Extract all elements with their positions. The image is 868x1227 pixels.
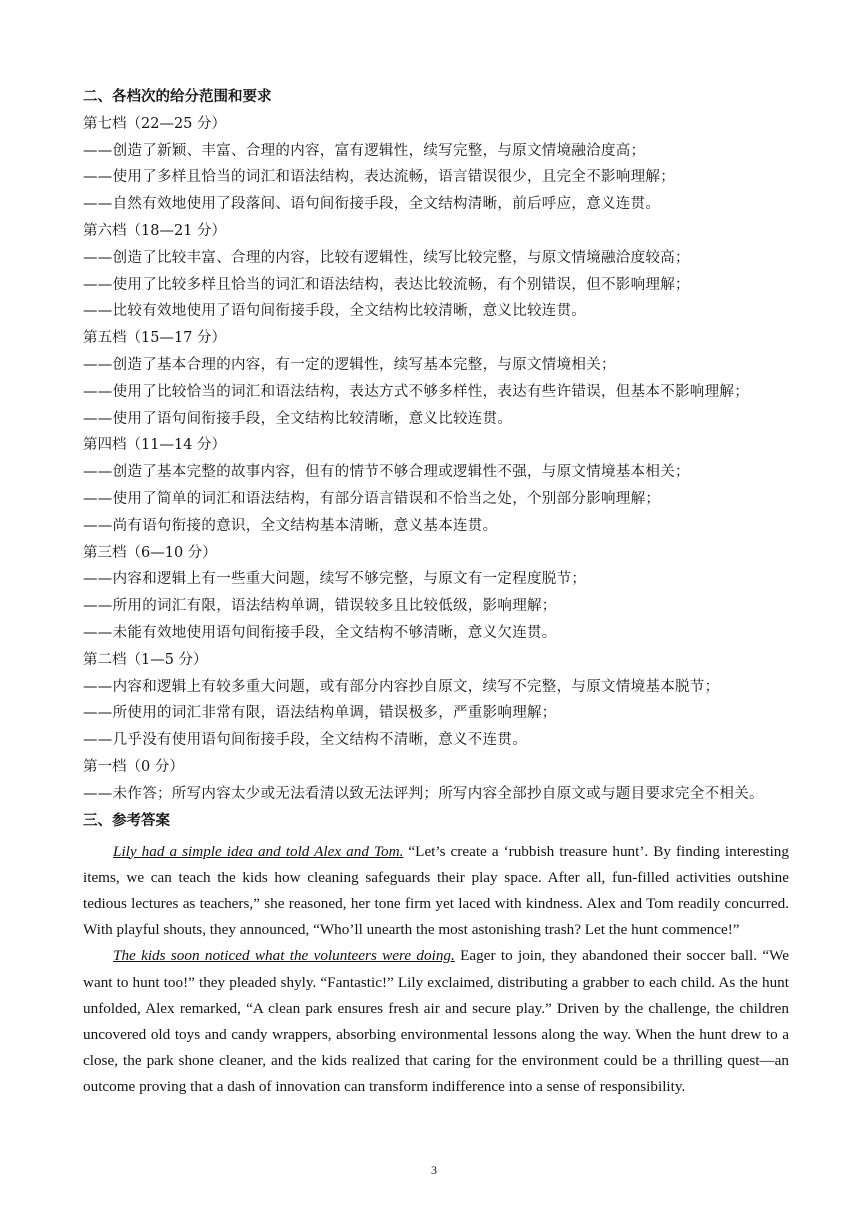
level-title: 第四档（11—14 分） [83,437,227,454]
level-criterion: ——创造了比较丰富、合理的内容，比较有逻辑性，续写比较完整，与原文情境融洽度较高； [83,249,690,266]
level-6 [83,222,789,320]
paragraph-body: “Let’s create a ‘rubbish treasure hunt’. By finding interesting items, we can teach the kids how cleaning safeguards their play space. After all, fun-filled activities outshine tedious lectures as teachers,” she reasoned, her tone firm yet laced with kindness. Alex and Tom readily concurred. With playful shouts, they announced, “Who’ll unearth the most astonishing trash? Let the hunt commence!” [83,842,789,939]
level-7 [83,115,789,213]
level-criterion: ——使用了比较恰当的词汇和语法结构，表达方式不够多样性，表达有些许错误，但基本不影响理解； [83,383,749,400]
level-criterion: ——所使用的词汇非常有限，语法结构单调，错误极多，严重影响理解； [83,705,557,722]
level-criterion: ——使用了语句间衔接手段，全文结构比较清晰，意义比较连贯。 [83,410,513,427]
level-criterion: ——使用了比较多样且恰当的词汇和语法结构，表达比较流畅，有个别错误，但不影响理解； [83,276,690,293]
level-criterion: ——所用的词汇有限，语法结构单调，错误较多且比较低级，影响理解； [83,598,557,615]
section-3-title: 三、参考答案 [83,811,170,829]
section-2-title: 二、各档次的给分范围和要求 [83,88,272,105]
level-criterion: ——未作答；所写内容太少或无法看清以致无法评判；所写内容全部抄自原文或与题目要求完全不相关。 [83,785,764,802]
level-criterion: ——创造了基本合理的内容，有一定的逻辑性，续写基本完整，与原文情境相关； [83,356,616,373]
level-3 [83,544,789,642]
level-criterion: ——使用了多样且恰当的词汇和语法结构，表达流畅，语言错误很少，且完全不影响理解； [83,169,675,186]
paragraph-body: Eager to join, they abandoned their soccer ball. “We want to hunt too!” they pleaded shyly. “Fantastic!” Lily exclaimed, distributing a grabber to each child. As the hunt unfolded, Alex remarked, “A clean park ensures fresh air and secure play.” Driven by the challenge, the children uncovered old toys and candy wrappers, absorbing environmental lessons along the way. When the hunt drew to a close, the park shone cleaner, and the kids realized that caring for the environment could be a thrilling quest—an outcome proving that a dash of innovation can transform indifference into a sense of responsibility. [83,947,789,1096]
answer-paragraph-1 [83,839,789,944]
level-criterion: ——自然有效地使用了段落间、语句间衔接手段，全文结构清晰，前后呼应，意义连贯。 [83,196,661,213]
level-criterion: ——几乎没有使用语句间衔接手段，全文结构不清晰，意义不连贯。 [83,732,527,749]
level-2 [83,651,789,749]
level-criterion: ——比较有效地使用了语句间衔接手段，全文结构比较清晰，意义比较连贯。 [83,303,587,320]
level-criterion: ——未能有效地使用语句间衔接手段，全文结构不够清晰，意义欠连贯。 [83,624,557,641]
paragraph-lead-sentence: The kids soon noticed what the volunteers were doing. [113,947,455,965]
paragraph-lead-sentence: Lily had a simple idea and told Alex and Tom. [113,842,404,860]
page-number: 3 [431,1163,437,1177]
level-title: 第六档（18—21 分） [83,222,227,239]
level-title: 第三档（6—10 分） [83,544,217,561]
level-criterion: ——内容和逻辑上有较多重大问题，或有部分内容抄自原文，续写不完整，与原文情境基本脱节； [83,678,720,695]
level-1 [83,758,789,803]
level-title: 第二档（1—5 分） [83,651,208,668]
level-criterion: ——内容和逻辑上有一些重大问题，续写不够完整，与原文有一定程度脱节； [83,571,587,588]
answer-paragraph-2 [83,943,789,1100]
level-title: 第一档（0 分） [83,758,184,775]
level-title: 第五档（15—17 分） [83,330,227,347]
level-5 [83,329,789,427]
level-criterion: ——创造了基本完整的故事内容，但有的情节不够合理或逻辑性不强，与原文情境基本相关； [83,464,690,481]
level-4 [83,436,789,534]
level-criterion: ——使用了简单的词汇和语法结构，有部分语言错误和不恰当之处，个别部分影响理解； [83,490,661,507]
page-content [83,88,789,1101]
level-criterion: ——创造了新颖、丰富、合理的内容，富有逻辑性，续写完整，与原文情境融洽度高； [83,142,646,159]
level-criterion: ——尚有语句衔接的意识，全文结构基本清晰，意义基本连贯。 [83,517,498,534]
level-title: 第七档（22—25 分） [83,115,227,132]
